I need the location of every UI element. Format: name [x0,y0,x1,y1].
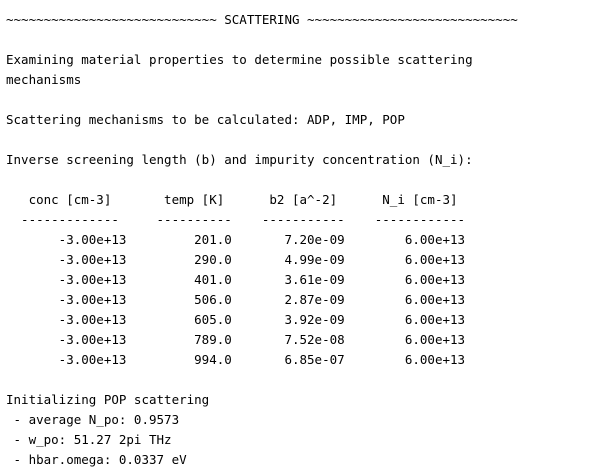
table-row: -3.00e+13 789.0 7.52e-08 6.00e+13 [6,332,481,347]
intro-line-1: Examining material properties to determine possible scattering [6,52,473,67]
table-row: -3.00e+13 201.0 7.20e-09 6.00e+13 [6,232,481,247]
mechanisms-line: Scattering mechanisms to be calculated: ADP, IMP, POP [6,112,405,127]
table-row: -3.00e+13 605.0 3.92e-09 6.00e+13 [6,312,481,327]
spacer [0,130,600,150]
spacer [0,370,600,390]
table-body [0,230,600,370]
pop-init-header: Initializing POP scattering [6,392,210,407]
pop-detail-line: - w_po: 51.27 2pi THz [6,432,172,447]
pop-detail-line: - average N_po: 0.9573 [6,412,180,427]
table-row: -3.00e+13 290.0 4.99e-09 6.00e+13 [6,252,481,267]
pop-detail-line: - hbar.omega: 0.0337 eV [6,452,187,467]
spacer [0,170,600,190]
pop-detail-list [0,410,600,470]
table-caption: Inverse screening length (b) and impurity concentration (N_i): [6,152,473,167]
spacer [0,90,600,110]
spacer [0,30,600,50]
table-header-row: conc [cm-3] temp [K] b2 [a^-2] N_i [cm-3] [6,192,481,207]
table-separator-row: ------------- ---------- ----------- ------------ [6,212,481,227]
table-row: -3.00e+13 994.0 6.85e-07 6.00e+13 [6,352,481,367]
table-row: -3.00e+13 401.0 3.61e-09 6.00e+13 [6,272,481,287]
scattering-banner: ~~~~~~~~~~~~~~~~~~~~~~~~~~~~ SCATTERING ~~~~~~~~~~~~~~~~~~~~~~~~~~~~ [6,12,518,27]
intro-line-2: mechanisms [6,72,82,87]
table-row: -3.00e+13 506.0 2.87e-09 6.00e+13 [6,292,481,307]
